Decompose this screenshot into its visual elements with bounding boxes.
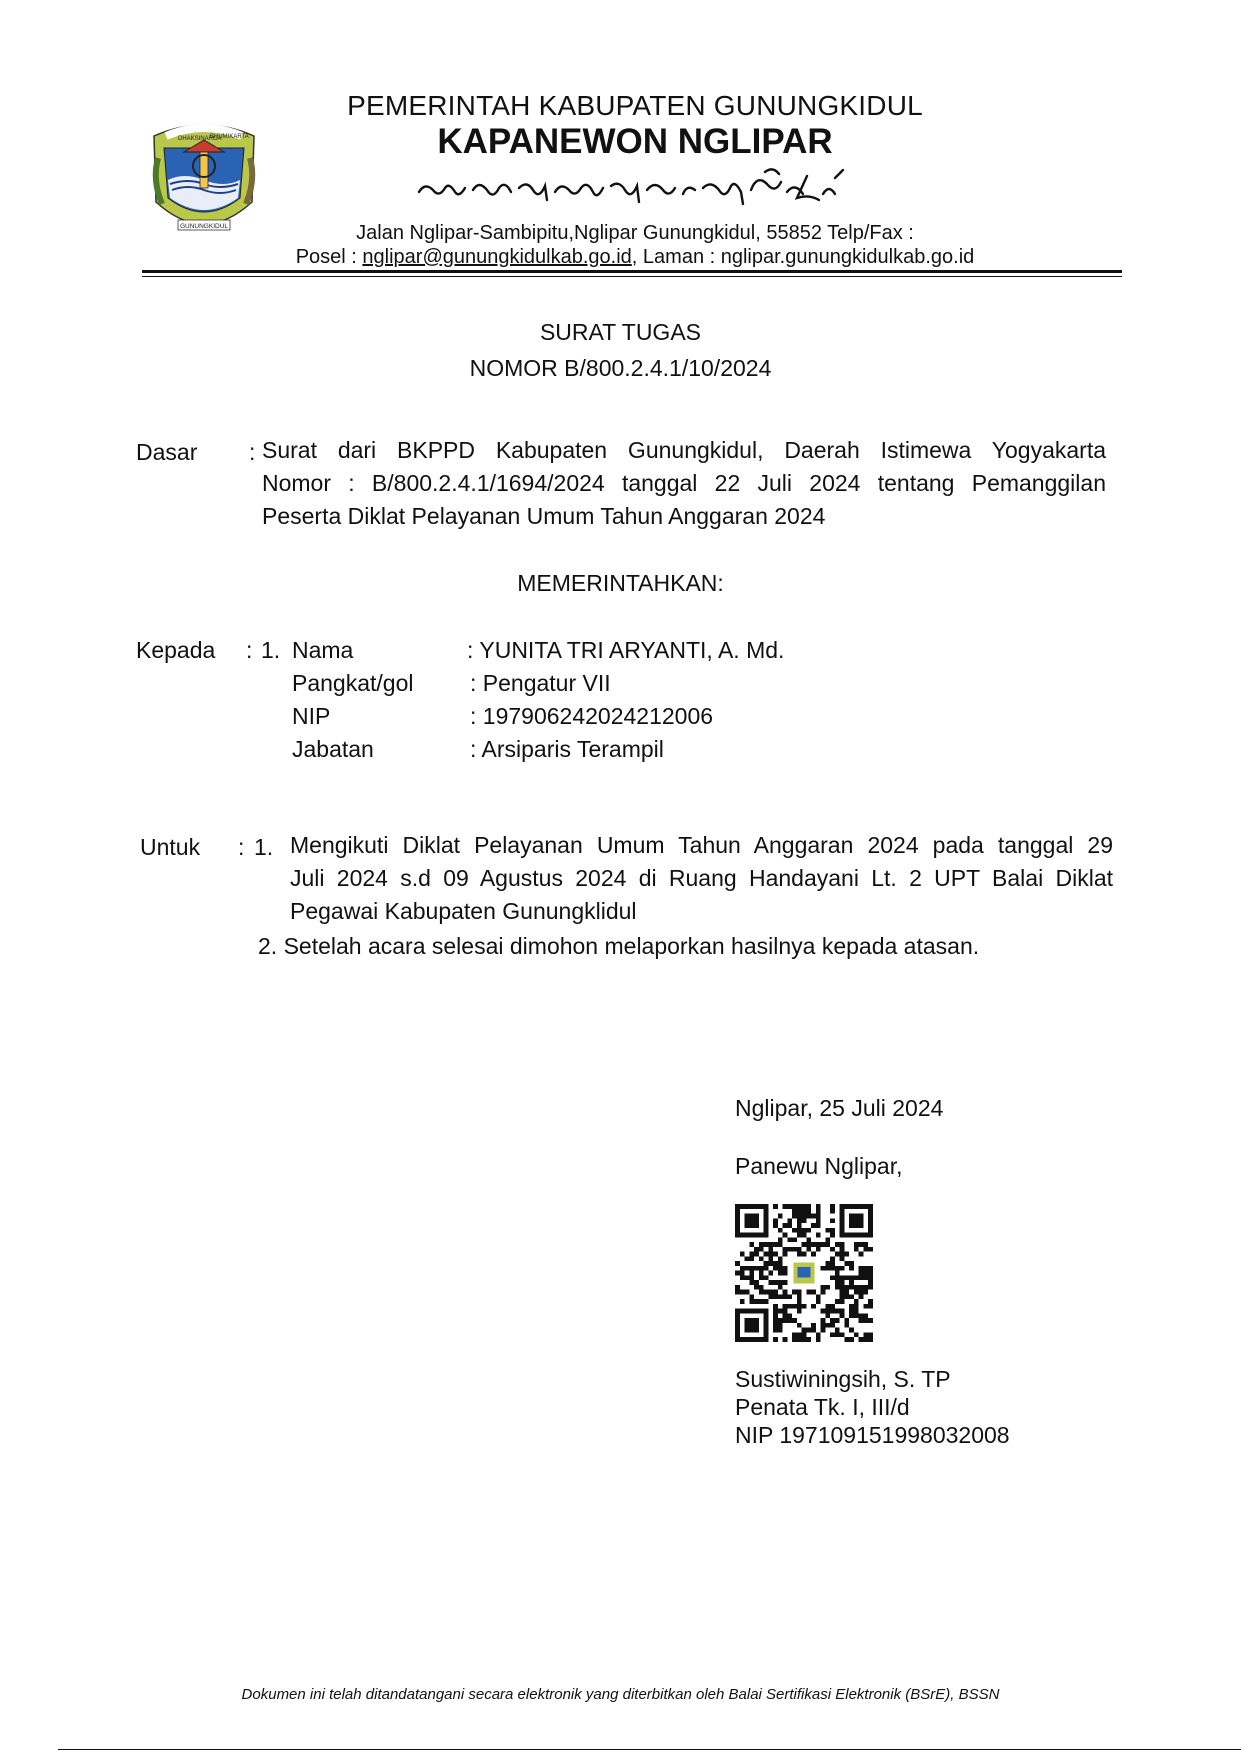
field-value-jabatan: : Arsiparis Terampil	[470, 736, 664, 762]
dasar-text	[262, 434, 1106, 533]
government-name: PEMERINTAH KABUPATEN GUNUNGKIDUL	[347, 90, 923, 121]
office-name: KAPANEWON NGLIPAR	[437, 122, 833, 161]
web-label: , Laman :	[631, 246, 721, 268]
field-label-nip: NIP	[292, 703, 331, 729]
header-rule-thin	[142, 276, 1122, 277]
field-value-pangkat: : Pengatur VII	[470, 670, 611, 696]
untuk-item1-text	[290, 829, 1113, 928]
logo-banner-left: DHAKSINARGA	[178, 136, 222, 142]
field-label-nama: Nama	[292, 637, 354, 663]
web-address: nglipar.gunungkidulkab.go.id	[720, 246, 975, 268]
contact-line	[270, 246, 1000, 269]
letter-number: NOMOR B/800.2.4.1/10/2024	[469, 355, 772, 381]
kepada-colon: :	[246, 637, 253, 663]
untuk-item1-number: 1.	[254, 834, 274, 860]
qr-code-signature	[735, 1204, 873, 1342]
untuk-line-2: Juli 2024 s.d 09 Agustus 2024 di Ruang Handayani Lt. 2 UPT Balai Diklat	[290, 865, 1113, 891]
esign-footer-note: Dokumen ini telah ditandatangani secara elektronik yang diterbitkan oleh Balai Sertifikasi Elektronik (BSrE), BSSN	[241, 1686, 1000, 1703]
untuk-line-3: Pegawai Kabupaten Gunungklidul	[290, 898, 637, 924]
dasar-line-1: Surat dari BKPPD Kabupaten Gunungkidul, Daerah Istimewa Yogyakarta	[262, 437, 1106, 463]
email-label: Posel :	[295, 246, 363, 268]
page-bottom-rule	[58, 1749, 1241, 1750]
header-rule-thick	[142, 270, 1122, 273]
address-line: Jalan Nglipar-Sambipitu,Nglipar Gunungkidul, 55852 Telp/Fax :	[356, 222, 914, 244]
dasar-label: Dasar	[136, 439, 198, 465]
dasar-line-3: Peserta Diklat Pelayanan Umum Tahun Anggaran 2024	[262, 503, 826, 529]
regency-emblem-logo	[148, 118, 260, 240]
dasar-line-2: Nomor : B/800.2.4.1/1694/2024 tanggal 22 Juli 2024 tentang Pemanggilan	[262, 470, 1106, 496]
untuk-item2: 2. Setelah acara selesai dimohon melaporkan hasilnya kepada atasan.	[258, 933, 980, 959]
signatory-nip: NIP 197109151998032008	[735, 1422, 1010, 1448]
field-label-pangkat: Pangkat/gol	[292, 670, 414, 696]
signatory-name: Sustiwiningsih, S. TP	[735, 1366, 951, 1392]
field-value-nip: : 197906242024212006	[470, 703, 714, 729]
email-link[interactable]: nglipar@gunungkidulkab.go.id	[362, 246, 632, 268]
kepada-item-number: 1.	[261, 637, 281, 663]
signatory-position: Panewu Nglipar,	[735, 1153, 903, 1179]
letter-title: SURAT TUGAS	[539, 319, 702, 345]
logo-banner-right: BHUMIKARTA	[210, 134, 249, 140]
untuk-colon: :	[238, 834, 245, 860]
dasar-colon: :	[249, 439, 256, 465]
untuk-label: Untuk	[140, 834, 201, 860]
javanese-script-office-name	[415, 164, 855, 212]
signatory-rank: Penata Tk. I, III/d	[735, 1394, 910, 1420]
field-value-nama: : YUNITA TRI ARYANTI, A. Md.	[467, 637, 785, 663]
untuk-line-1: Mengikuti Diklat Pelayanan Umum Tahun Anggaran 2024 pada tanggal 29	[290, 832, 1113, 858]
place-date: Nglipar, 25 Juli 2024	[735, 1095, 944, 1121]
logo-bottom-text: GUNUNGKIDUL	[179, 223, 229, 230]
field-label-jabatan: Jabatan	[292, 736, 374, 762]
kepada-label: Kepada	[136, 637, 216, 663]
command-heading: MEMERINTAHKAN:	[517, 570, 724, 596]
